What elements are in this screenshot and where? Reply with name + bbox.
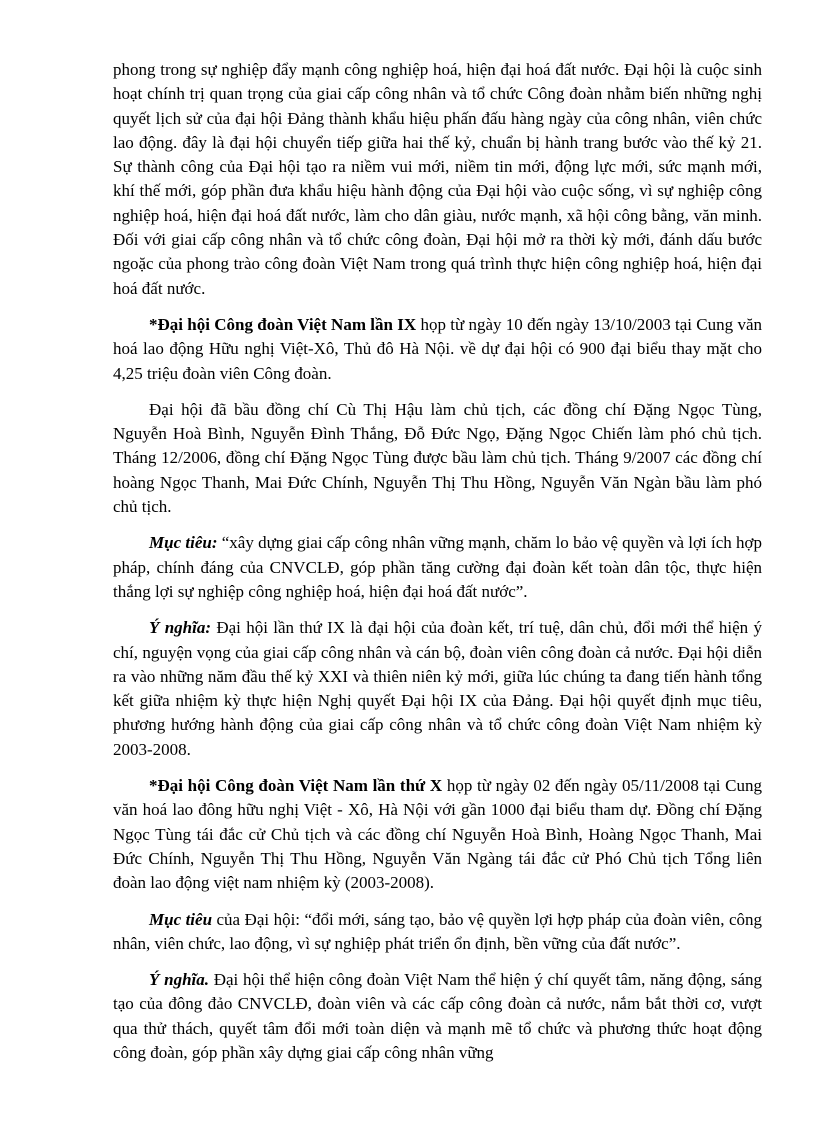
paragraph-7-text: của Đại hội: “đổi mới, sáng tạo, bảo vệ quyền lợi hợp pháp của đoàn viên, công nhân, viên chức, lao động, vì sự nghiệp phát triển ổn định, bền vững của đất nước”.: [113, 909, 762, 953]
paragraph-8-lead: Ý nghĩa.: [149, 970, 209, 990]
paragraph-3-text: Đại hội đã bầu đồng chí Cù Thị Hậu làm chủ tịch, các đồng chí Đặng Ngọc Tùng, Nguyễn Hoà Bình, Nguyễn Đình Thắng, Đỗ Đức Ngọ, Đặng Ngọc Chiến làm phó chủ tịch. Tháng 12/2006, đồng chí Đặng Ngọc Tùng được bầu làm chủ tịch. Tháng 9/2007 các đồng chí hoàng Ngọc Thanh, Mai Đức Chính, Nguyễn Thị Thu Hồng, Nguyễn Văn Ngàn bầu làm phó chủ tịch.: [113, 399, 762, 517]
paragraph-8-text: Đại hội thể hiện công đoàn Việt Nam thể hiện ý chí quyết tâm, năng động, sáng tạo của đông đảo CNVCLĐ, đoàn viên và các cấp công đoàn cả nước, nắm bắt thời cơ, vượt qua thử thách, quyết tâm đổi mới toàn diện và mạnh mẽ tổ chức và phương thức hoạt động công đoàn, góp phần xây dựng giai cấp công nhân vững: [113, 970, 762, 1062]
paragraph-7: [113, 908, 762, 957]
paragraph-2-heading: *Đại hội Công đoàn Việt Nam lần IX: [149, 314, 417, 334]
paragraph-6: [113, 774, 762, 895]
paragraph-4-text: “xây dựng giai cấp công nhân vững mạnh, chăm lo bảo vệ quyền và lợi ích hợp pháp, chính đáng của CNVCLĐ, góp phần tăng cường đại đoàn kết toàn dân tộc, thực hiện thắng lợi sự nghiệp công nghiệp hoá, hiện đại hoá đất nước”.: [113, 533, 762, 601]
paragraph-5-lead: Ý nghĩa:: [149, 618, 212, 638]
paragraph-1-text: phong trong sự nghiệp đẩy mạnh công nghiệp hoá, hiện đại hoá đất nước. Đại hội là cuộc sinh hoạt chính trị quan trọng của giai cấp công nhân và tổ chức Công đoàn nhằm biến những nghị quyết lịch sử của đại hội Đảng thành khẩu hiệu phấn đấu hàng ngày của công nhân, viên chức lao động. đây là đại hội chuyển tiếp giữa hai thế kỷ, chuẩn bị hành trang bước vào thế kỷ 21. Sự thành công của Đại hội tạo ra niềm vui mới, niềm tin mới, động lực mới, sức mạnh mới, khí thế mới, góp phần đưa khẩu hiệu hành động của Đại hội vào cuộc sống, vì sự nghiệp công nghiệp hoá, hiện đại hoá đất nước, làm cho dân giàu, nước mạnh, xã hội công bằng, văn minh. Đối với giai cấp công nhân và tổ chức công đoàn, Đại hội mở ra thời kỳ mới, đánh dấu bước ngoặc của phong trào công đoàn Việt Nam trong quá trình thực hiện công nghiệp hoá, hiện đại hoá đất nước.: [113, 60, 762, 298]
paragraph-5-text: Đại hội lần thứ IX là đại hội của đoàn kết, trí tuệ, dân chủ, đổi mới thể hiện ý chí, nguyện vọng của giai cấp công nhân và cán bộ, đoàn viên công đoàn cả nước. Đại hội diễn ra vào những năm đầu thế kỷ XXI và thiên niên kỷ mới, giữa lúc chúng ta đang tiến hành tổng kết giữa nhiệm kỳ thực hiện Nghị quyết Đại hội IX của Đảng. Đại hội quyết định mục tiêu, phương hướng hành động của giai cấp công nhân và tổ chức công đoàn Việt Nam nhiệm kỳ 2003-2008.: [113, 618, 762, 759]
paragraph-2-text: họp từ ngày 10 đến ngày 13/10/2003 tại Cung văn hoá lao động Hữu nghị Việt-Xô, Thủ đô Hà Nội. về dự đại hội có 900 đại biểu thay mặt cho 4,25 triệu đoàn viên Công đoàn.: [113, 314, 762, 383]
paragraph-7-lead: Mục tiêu: [149, 909, 213, 929]
paragraph-3: [113, 398, 762, 519]
paragraph-8: [113, 968, 762, 1065]
paragraph-5: [113, 616, 762, 762]
paragraph-2: [113, 313, 762, 386]
paragraph-4: [113, 531, 762, 604]
paragraph-6-text: họp từ ngày 02 đến ngày 05/11/2008 tại Cung văn hoá lao đông hữu nghị Việt - Xô, Hà Nội với gần 1000 đại biểu tham dự. Đồng chí Đặng Ngọc Tùng tái đắc cử Chủ tịch và các đồng chí Nguyễn Hoà Bình, Hoàng Ngọc Thanh, Mai Đức Chính, Nguyễn Thị Thu Hồng, Nguyễn Văn Ngàng tái đắc cử Phó Chủ tịch Tổng liên đoàn lao động việt nam nhiệm kỳ (2003-2008).: [113, 776, 762, 893]
paragraph-4-lead: Mục tiêu:: [149, 533, 218, 553]
paragraph-1: [113, 58, 762, 301]
paragraph-6-heading: *Đại hội Công đoàn Việt Nam lần thứ X: [149, 776, 443, 796]
